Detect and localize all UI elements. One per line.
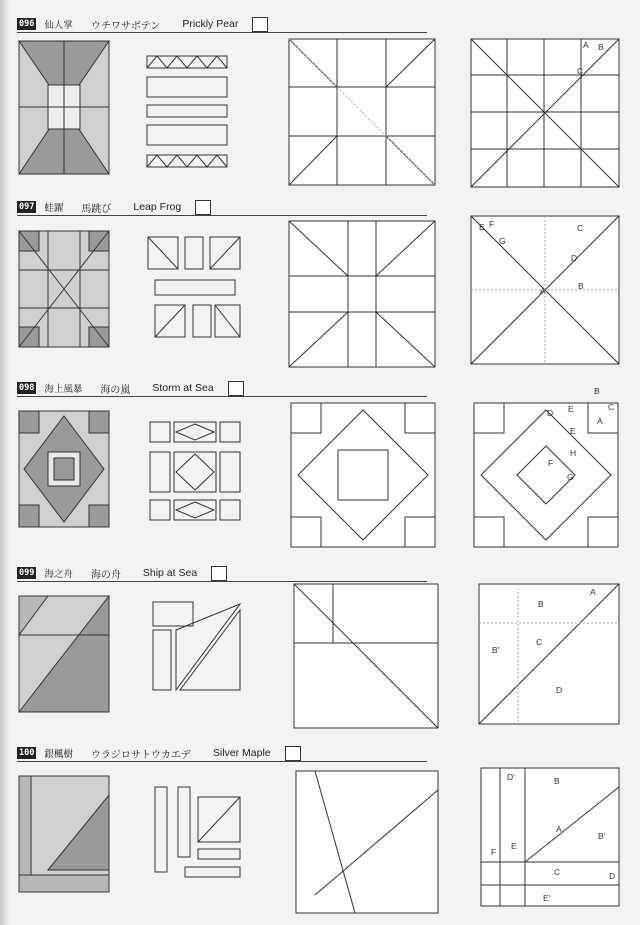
block-labeled <box>478 583 620 725</box>
block-pieces <box>145 235 245 345</box>
section-096 <box>0 10 640 190</box>
block-pieces <box>150 785 245 885</box>
block-outline <box>288 220 436 368</box>
piece-label: G <box>567 472 574 482</box>
pattern-name-kana: 海の舟 <box>90 569 121 581</box>
block-pieces <box>150 600 242 700</box>
section-header <box>17 565 227 581</box>
pattern-name-kanji: 仙人掌 <box>44 20 73 31</box>
piece-label: C <box>577 66 584 76</box>
pattern-name-kana: 馬跳び <box>81 203 112 215</box>
boat-icon <box>211 566 227 581</box>
piece-label: B <box>578 281 584 291</box>
header-rule <box>17 32 427 33</box>
section-098 <box>0 380 640 560</box>
piece-label: F <box>489 219 495 229</box>
piece-label: D' <box>507 772 515 782</box>
pattern-name-english: Leap Frog <box>133 201 182 213</box>
pattern-name-kanji: 銀楓樹 <box>44 749 73 760</box>
header-rule <box>17 215 427 216</box>
block-pieces <box>145 55 230 175</box>
piece-label: B' <box>598 831 606 841</box>
section-header <box>17 16 268 32</box>
piece-label: H <box>570 448 577 458</box>
header-rule <box>17 581 427 582</box>
pattern-number: 096 <box>19 19 35 29</box>
section-099 <box>0 565 640 745</box>
piece-label: B <box>598 42 604 52</box>
piece-label: A <box>590 587 596 597</box>
block-outline <box>288 38 436 186</box>
piece-label: A <box>540 286 546 296</box>
tree-icon <box>285 746 301 761</box>
block-shaded <box>18 775 110 893</box>
block-shaded <box>18 410 110 528</box>
piece-label: F <box>548 458 554 468</box>
header-rule <box>17 761 427 762</box>
piece-label: D <box>609 871 616 881</box>
section-header <box>17 745 301 761</box>
pattern-number: 098 <box>19 383 35 393</box>
piece-label: B <box>594 386 600 396</box>
piece-label: G <box>499 236 506 246</box>
pattern-name-english: Storm at Sea <box>152 382 214 394</box>
header-rule <box>17 396 427 397</box>
pattern-name-kana: ウラジロサトウカエデ <box>90 749 191 761</box>
section-header <box>17 199 211 215</box>
pattern-name-kanji: 蛙躍 <box>44 203 64 214</box>
pattern-name-kana: 海の嵐 <box>100 384 131 396</box>
piece-label: B' <box>492 645 500 655</box>
piece-label: A <box>583 40 589 50</box>
pattern-name-kana: ウチワサボテン <box>90 20 161 32</box>
piece-label: B <box>554 776 560 786</box>
block-outline <box>293 583 439 729</box>
section-097 <box>0 195 640 375</box>
pattern-number: 100 <box>19 748 35 758</box>
pattern-name-kanji: 海之舟 <box>44 569 73 580</box>
piece-label: E <box>570 426 576 436</box>
piece-label: E' <box>543 893 551 903</box>
piece-label: F <box>491 847 497 857</box>
piece-label: D <box>571 253 578 263</box>
piece-label: C <box>608 402 615 412</box>
piece-label: E <box>568 404 574 414</box>
piece-label: E <box>479 222 485 232</box>
piece-label: A <box>597 416 603 426</box>
block-pieces <box>148 420 243 525</box>
piece-label: D <box>556 685 563 695</box>
piece-label: C <box>577 223 584 233</box>
piece-label: C <box>554 867 561 877</box>
sea-icon <box>195 200 211 215</box>
block-labeled <box>470 38 620 188</box>
pattern-number: 097 <box>19 202 35 212</box>
pattern-name-kanji: 海上風暴 <box>44 384 83 395</box>
block-outline <box>290 402 436 548</box>
pattern-name-english: Ship at Sea <box>142 567 198 579</box>
piece-label: D <box>547 408 554 418</box>
pattern-name-english: Prickly Pear <box>182 18 239 30</box>
pattern-name-english: Silver Maple <box>212 747 271 759</box>
tree-icon <box>252 17 268 32</box>
block-shaded <box>18 595 110 713</box>
block-shaded <box>18 40 110 175</box>
piece-label: E <box>511 841 517 851</box>
piece-label: C <box>536 637 543 647</box>
section-100 <box>0 745 640 920</box>
piece-label: B <box>538 599 544 609</box>
block-shaded <box>18 230 110 348</box>
block-outline <box>295 770 439 914</box>
pattern-number: 099 <box>19 568 35 578</box>
piece-label: A <box>556 824 562 834</box>
section-header <box>17 380 244 396</box>
tree-icon <box>228 381 244 396</box>
